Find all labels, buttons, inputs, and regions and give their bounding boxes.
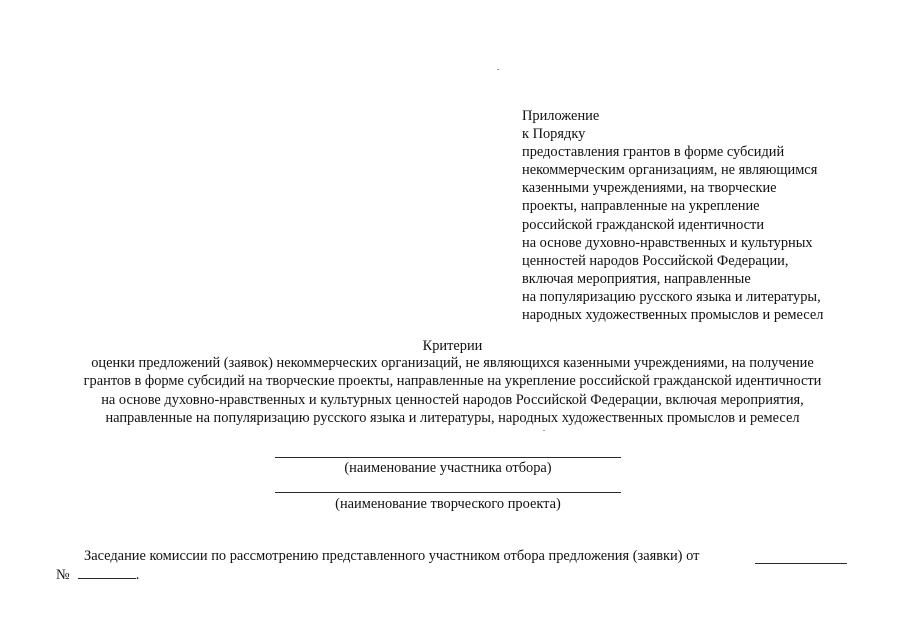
appendix-line: к Порядку: [522, 126, 586, 143]
application-number-row: [56, 566, 139, 584]
application-number-blank: [78, 566, 136, 579]
appendix-line: казенными учреждениями, на творческие: [522, 180, 777, 197]
appendix-line: некоммерческим организациям, не являющимся: [522, 162, 818, 179]
appendix-line: российской гражданской идентичности: [522, 216, 765, 233]
criteria-line: оценки предложений (заявок) некоммерческих организаций, не являющихся казенными учреждениями, на получение: [91, 355, 814, 371]
project-name-caption: (наименование творческого проекта): [335, 496, 561, 512]
appendix-line: включая мероприятия, направленные: [522, 270, 751, 287]
meeting-date-blank: [755, 563, 847, 564]
number-sign: №: [56, 567, 70, 583]
appendix-block: [522, 107, 862, 324]
meeting-text: Заседание комиссии по рассмотрению представленного участником отбора предложения (заявки) от: [84, 548, 700, 564]
criteria-description: [40, 354, 865, 427]
criteria-title: Критерии: [422, 338, 483, 354]
appendix-line: проекты, направленные на укрепление: [522, 198, 760, 215]
scan-speck: [497, 69, 499, 70]
appendix-line: ценностей народов Российской Федерации,: [522, 252, 789, 269]
appendix-line: предоставления грантов в форме субсидий: [522, 144, 785, 161]
criteria-line: направленные на популяризацию русского языка и литературы, народных художественных промыслов и ремесел: [105, 409, 800, 426]
project-name-line: [275, 492, 621, 493]
appendix-line: народных художественных промыслов и ремесел: [522, 307, 824, 324]
appendix-line: на основе духовно-нравственных и культурных: [522, 234, 813, 251]
number-period: .: [135, 567, 140, 583]
criteria-line: на основе духовно-нравственных и культурных ценностей народов Российской Федерации, включая мероприятия,: [101, 391, 804, 408]
participant-name-caption: (наименование участника отбора): [344, 460, 552, 476]
criteria-line: грантов в форме субсидий на творческие проекты, направленные на укрепление российской гражданской идентичности: [83, 373, 822, 390]
participant-name-line: [275, 457, 621, 458]
appendix-line: Приложение: [522, 108, 600, 124]
scan-speck: [543, 430, 545, 431]
appendix-line: на популяризацию русского языка и литературы,: [522, 288, 821, 305]
